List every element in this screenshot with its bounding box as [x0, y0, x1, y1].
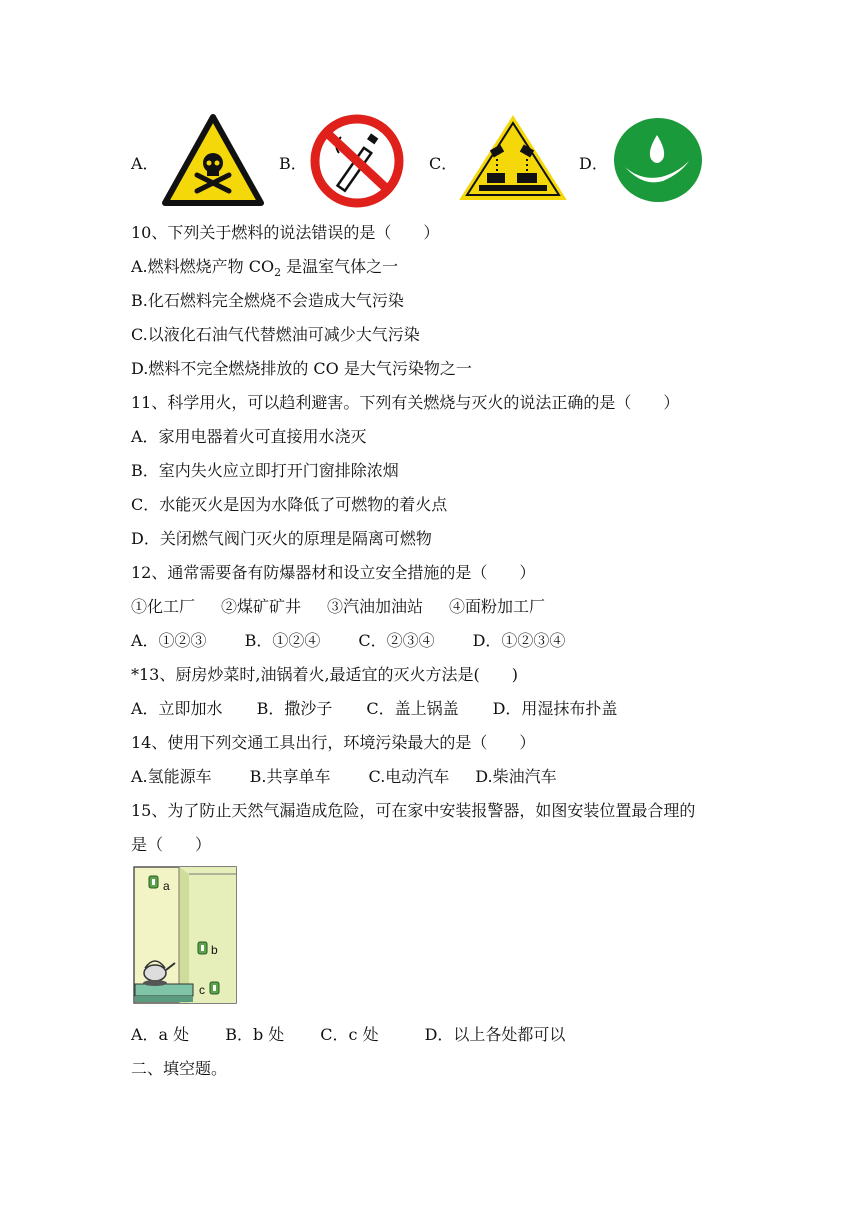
q13-option: B．撒沙子 [256, 699, 333, 718]
q10-option-d: D.燃料不完全燃烧排放的 CO 是大气污染物之一 [131, 359, 472, 378]
q13-options [131, 698, 617, 720]
q9-option-d-label: D． [579, 154, 608, 173]
toxic-warning-icon [161, 113, 265, 207]
q12-option: A．①②③ [131, 631, 207, 650]
q12-item: ②煤矿矿井 [221, 597, 302, 616]
q12-item: ①化工厂 [131, 597, 196, 616]
q14-option: B.共享单车 [249, 767, 331, 786]
water-saving-icon [611, 115, 705, 205]
q10-stem: 10、下列关于燃料的说法错误的是（ ） [131, 223, 440, 242]
q11-stem: 11、科学用火，可以趋利避害。下列有关燃烧与灭火的说法正确的是（ ） [131, 393, 680, 412]
q9-option-a-label: A． [131, 154, 159, 173]
q13-stem: *13、厨房炒菜时,油锅着火,最适宜的灭火方法是( ) [131, 665, 519, 684]
q12-item: ④面粉加工厂 [449, 597, 546, 616]
q14-stem: 14、使用下列交通工具出行，环境污染最大的是（ ） [131, 733, 536, 752]
q15-kitchen-figure [133, 866, 237, 1004]
q9-option-b-label: B． [279, 154, 307, 173]
q10-option-c: C.以液化石油气代替燃油可减少大气污染 [131, 325, 420, 344]
q15-stem-line1: 15、为了防止天然气漏造成危险，可在家中安装报警器，如图安装位置最合理的 [131, 801, 696, 820]
q11-option-c: C．水能灭火是因为水降低了可燃物的着火点 [131, 495, 448, 514]
q15-option: A．a 处 [131, 1025, 190, 1044]
q11-option-d: D．关闭燃气阀门灭火的原理是隔离可燃物 [131, 529, 432, 548]
q12-option: D．①②③④ [472, 631, 566, 650]
q15-option: C．c 处 [320, 1025, 379, 1044]
q9-option-c-label: C． [429, 154, 458, 173]
q15-option: D．以上各处都可以 [424, 1025, 566, 1044]
q14-option: C.电动汽车 [368, 767, 450, 786]
q11-option-a: A．家用电器着火可直接用水浇灭 [131, 427, 367, 446]
no-smoking-icon [309, 113, 405, 209]
q15-label-b: b [211, 943, 218, 957]
q13-option: C．盖上锅盖 [366, 699, 459, 718]
section-2-title: 二、填空题。 [131, 1059, 228, 1078]
q15-option: B．b 处 [225, 1025, 285, 1044]
q14-option: D.柴油汽车 [475, 767, 557, 786]
q12-stem: 12、通常需要备有防爆器材和设立安全措施的是（ ） [131, 563, 536, 582]
q15-options [131, 1024, 565, 1046]
q15-label-a: a [163, 879, 170, 893]
q12-item: ③汽油加油站 [327, 597, 424, 616]
q15-label-c: c [199, 983, 205, 997]
q15-stem-line2: 是（ ） [131, 835, 212, 854]
q14-option: A.氢能源车 [131, 767, 212, 786]
q12-option: B．①②④ [244, 631, 321, 650]
q10-option-b: B.化石燃料完全燃烧不会造成大气污染 [131, 291, 404, 310]
q12-option: C．②③④ [358, 631, 435, 650]
q14-options [131, 766, 557, 788]
q12-items [131, 596, 545, 618]
q12-options [131, 630, 565, 652]
q13-option: A．立即加水 [131, 699, 223, 718]
q11-option-b: B．室内失火应立即打开门窗排除浓烟 [131, 461, 399, 480]
q13-option: D．用湿抹布扑盖 [492, 699, 618, 718]
q9-options-row [131, 113, 731, 209]
corrosive-warning-icon [457, 113, 569, 203]
q10-option-a: A.燃料燃烧产物 $CO_2$ 是温室气体之一 [131, 257, 399, 280]
